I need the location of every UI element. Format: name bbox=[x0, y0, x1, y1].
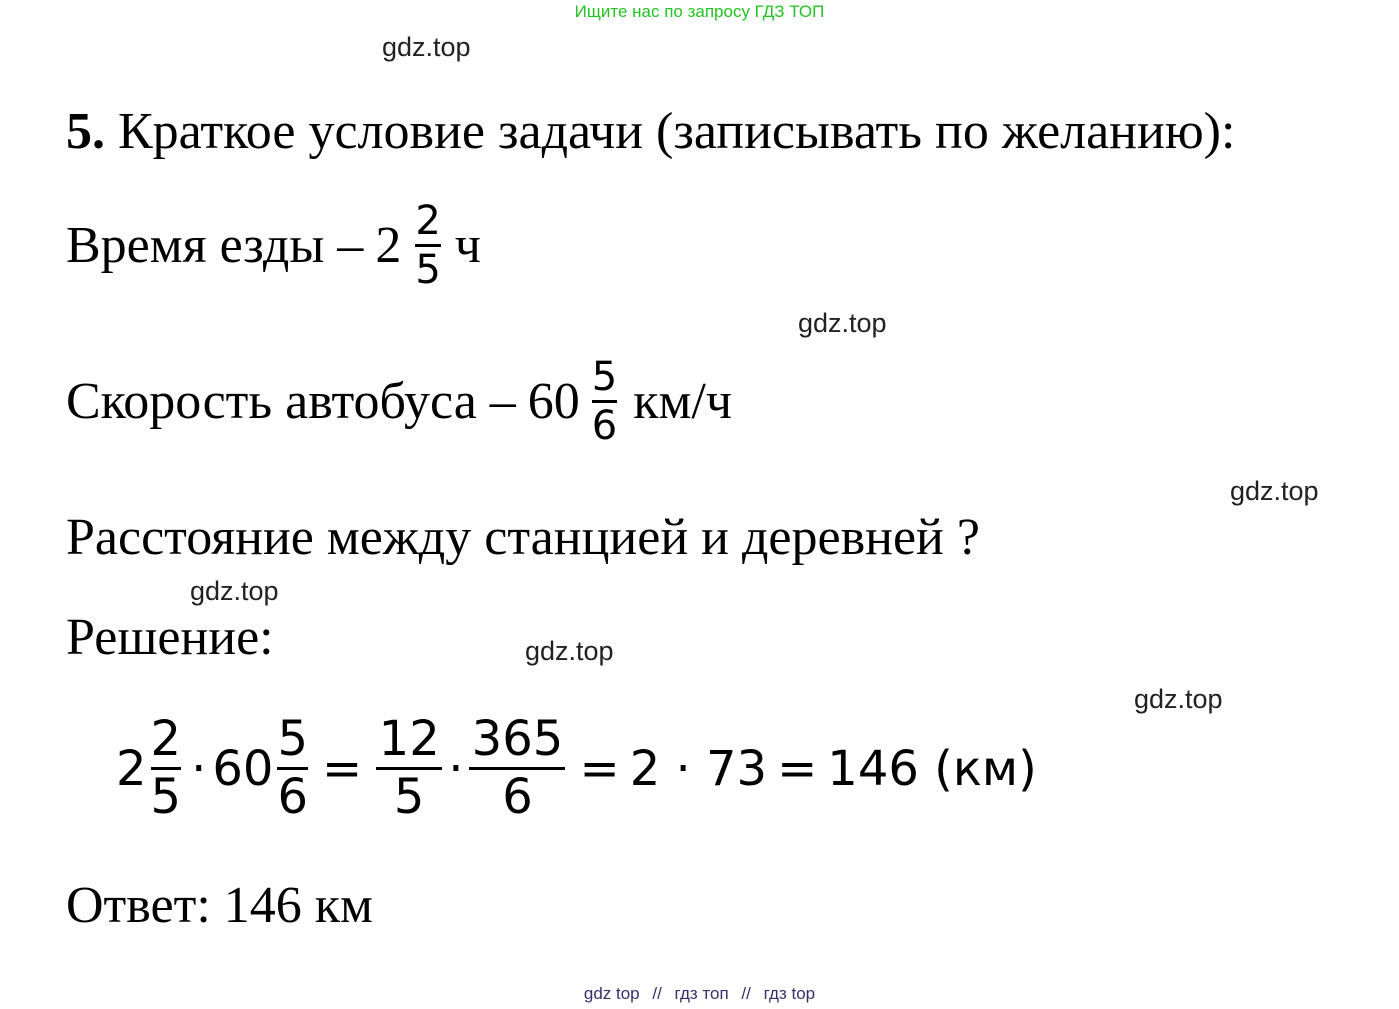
watermark: gdz.top bbox=[190, 576, 279, 606]
time-denominator: 5 bbox=[415, 247, 441, 293]
eq-c-fraction bbox=[376, 712, 442, 825]
eq-b-denominator: 6 bbox=[277, 769, 308, 826]
time-whole: 2 bbox=[375, 216, 402, 274]
problem-heading-text: Краткое условие задачи (записывать по желанию): bbox=[118, 103, 1236, 160]
equals-sign: = bbox=[579, 740, 620, 797]
watermark: gdz.top bbox=[382, 32, 471, 62]
problem-heading bbox=[66, 103, 1236, 160]
eq-a-fraction bbox=[151, 712, 182, 825]
speed-numerator: 5 bbox=[591, 354, 618, 400]
speed-unit: км/ч bbox=[633, 372, 733, 430]
multiply-dot: · bbox=[448, 740, 464, 797]
speed-denominator: 6 bbox=[591, 403, 618, 449]
eq-c-denominator: 5 bbox=[393, 769, 425, 826]
watermark: gdz.top bbox=[1134, 684, 1223, 714]
eq-d-denominator: 6 bbox=[502, 769, 533, 826]
multiply-dot: · bbox=[191, 740, 207, 797]
eq-b-fraction bbox=[277, 712, 308, 825]
footer-link[interactable]: gdz top bbox=[583, 984, 640, 1003]
watermark: gdz.top bbox=[525, 636, 614, 666]
eq-b-numerator: 5 bbox=[277, 711, 308, 767]
given-time bbox=[66, 198, 481, 293]
problem-number: 5. bbox=[66, 103, 105, 160]
eq-result: 146 (км) bbox=[827, 740, 1037, 797]
question-line: Расстояние между станцией и деревней ? bbox=[66, 509, 980, 566]
top-banner[interactable]: Ищите нас по запросу ГДЗ ТОП bbox=[574, 2, 825, 21]
eq-a-numerator: 2 bbox=[150, 711, 182, 767]
eq-c-numerator: 12 bbox=[378, 711, 440, 767]
eq-a-whole: 2 bbox=[116, 740, 147, 797]
equals-sign: = bbox=[777, 740, 818, 797]
watermark: gdz.top bbox=[798, 308, 887, 338]
time-unit: ч bbox=[454, 216, 481, 274]
answer-line: Ответ: 146 км bbox=[66, 877, 373, 934]
eq-product: 2 · 73 bbox=[629, 740, 768, 797]
speed-label: Скорость автобуса – bbox=[66, 372, 516, 430]
footer-link[interactable]: гдз top bbox=[763, 984, 816, 1003]
time-fraction bbox=[415, 198, 440, 293]
solution-equation bbox=[116, 712, 1037, 825]
watermark: gdz.top bbox=[1230, 476, 1319, 506]
speed-whole: 60 bbox=[527, 372, 580, 430]
time-label: Время езды – bbox=[66, 216, 364, 274]
eq-a-denominator: 5 bbox=[150, 769, 182, 826]
footer-separator: // bbox=[741, 984, 751, 1003]
eq-d-numerator: 365 bbox=[471, 711, 564, 767]
footer-links bbox=[0, 984, 1399, 1004]
given-speed bbox=[66, 354, 732, 449]
eq-d-fraction bbox=[469, 712, 565, 825]
solution-label: Решение: bbox=[66, 609, 274, 666]
time-numerator: 2 bbox=[415, 198, 441, 244]
speed-fraction bbox=[592, 354, 617, 449]
footer-separator: // bbox=[652, 984, 662, 1003]
eq-b-whole: 60 bbox=[212, 740, 274, 797]
equals-sign: = bbox=[321, 740, 363, 797]
footer-link[interactable]: гдз топ bbox=[674, 984, 729, 1003]
